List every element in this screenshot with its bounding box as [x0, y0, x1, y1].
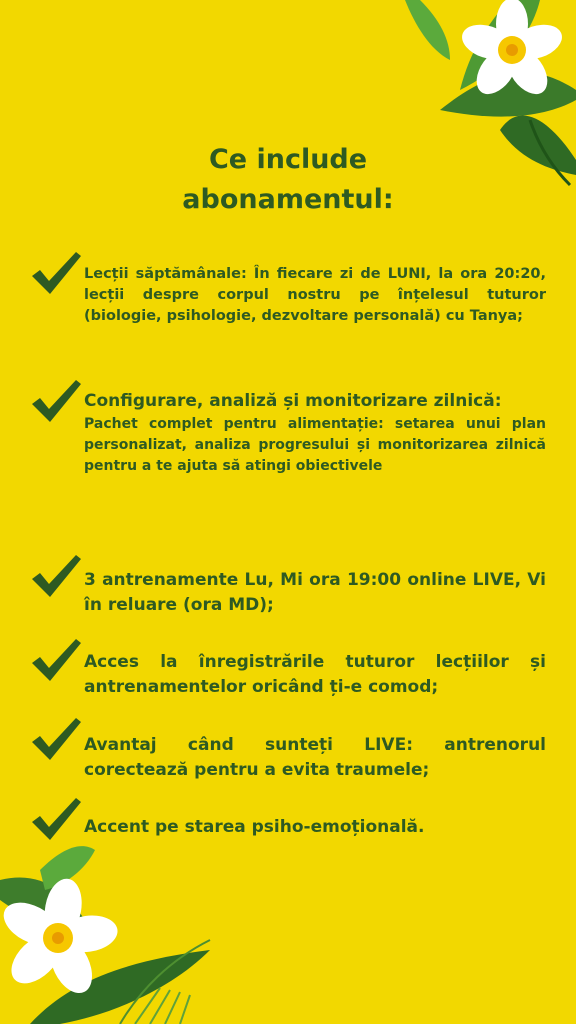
title-line-2: abonamentul:: [182, 184, 394, 215]
list-item: [84, 733, 546, 783]
title-line-1: Ce include: [208, 144, 368, 175]
check-icon: [30, 250, 82, 296]
check-icon: [30, 796, 82, 842]
item-body: : În fiecare zi de LUNI, la ora 20:20, lecții despre corpul nostru pe înțelesul tuturor (biologie, psihologie, dezvoltare personală) cu Tanya;: [84, 266, 547, 324]
item-text: Acces la înregistrările tuturor lecțiilor și antrenamentelor oricând ți-e comod;: [84, 652, 546, 697]
check-icon: [30, 637, 82, 683]
check-icon: [30, 553, 82, 599]
check-icon: [30, 378, 82, 424]
item-text: Pachet complet pentru alimentație: setarea unui plan personalizat, analiza progresului și monitorizarea zilnică pentru a te ajuta să atingi obiectivele: [84, 416, 546, 474]
check-icon: [30, 716, 82, 762]
bottom-left-flower-decoration: [0, 840, 230, 1024]
item-text: 3 antrenamente Lu, Mi ora 19:00 online LIVE, Vi în reluare (ora MD);: [84, 570, 546, 615]
list-item: [84, 650, 546, 700]
item-text: Avantaj când sunteți LIVE: antrenorul corectează pentru a evita traumele;: [84, 735, 546, 780]
list-item: [84, 264, 546, 327]
item-text: Accent pe starea psiho-emoțională.: [84, 817, 425, 837]
list-item: [84, 568, 546, 618]
page-title: [0, 140, 576, 220]
item-lead: Lecții săptămânale: [84, 266, 241, 282]
item-text: [84, 264, 546, 327]
list-item: [84, 815, 546, 840]
list-item: [84, 389, 546, 477]
item-heading: Configurare, analiză și monitorizare zilnică:: [84, 391, 502, 411]
